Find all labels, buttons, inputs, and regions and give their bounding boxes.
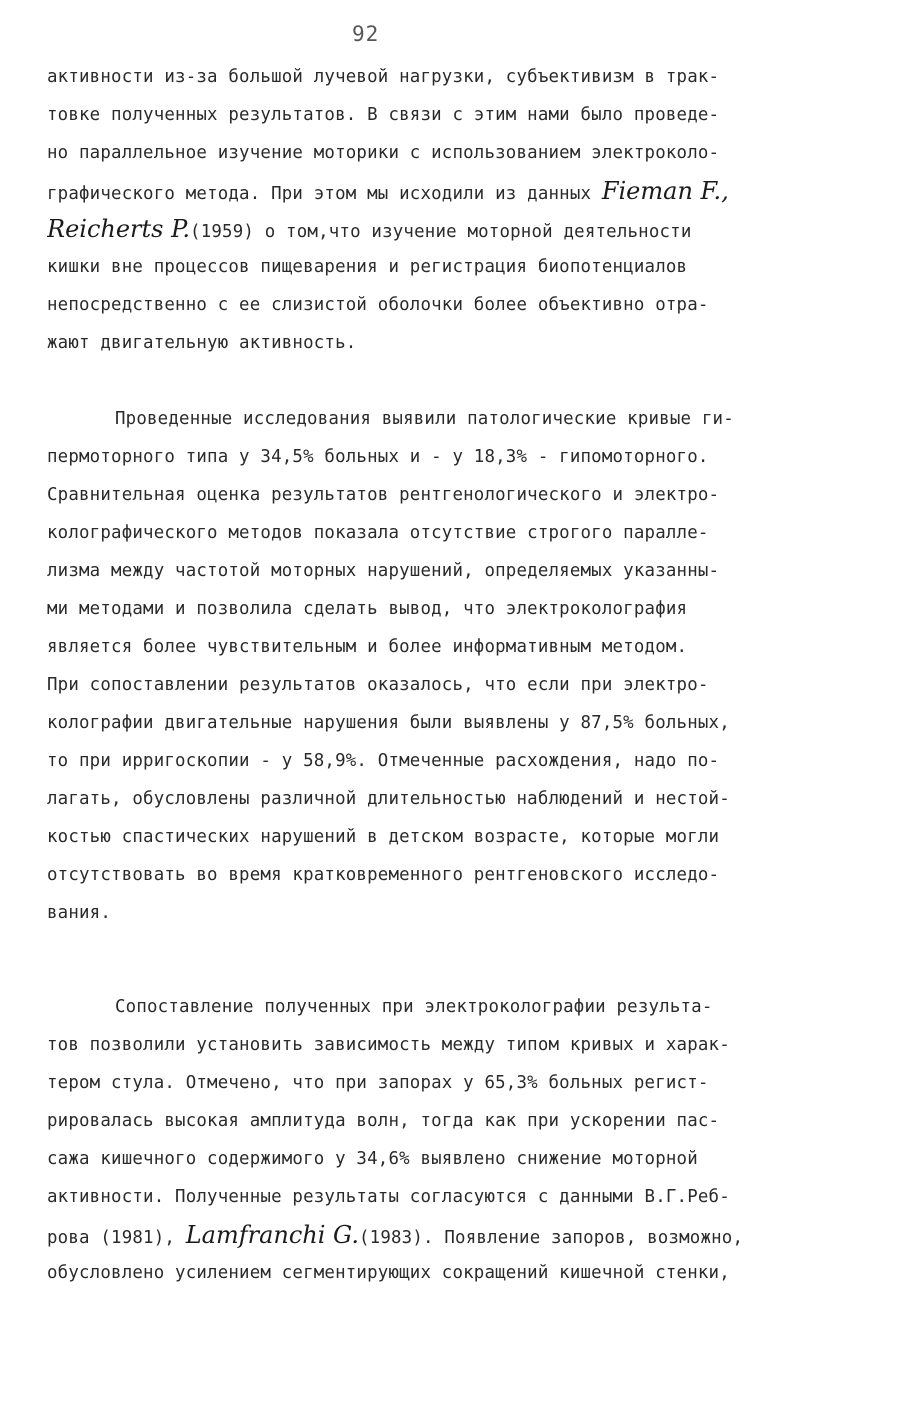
page-number: 92 xyxy=(352,22,380,46)
text-line: но параллельное изучение моторики с использованием электроколо- xyxy=(47,143,720,163)
text-line: кишки вне процессов пищеварения и регистрация биопотенциалов xyxy=(47,257,688,277)
text-line: является более чувствительным и более информативным методом. xyxy=(47,637,688,657)
text-line: тов позволили установить зависимость между типом кривых и харак- xyxy=(47,1035,730,1055)
text-line: жают двигательную активность. xyxy=(47,333,357,353)
text-line: лагать, обусловлены различной длительностью наблюдений и нестой- xyxy=(47,789,730,809)
text-line: активности из-за большой лучевой нагрузки, субъективизм в трак- xyxy=(47,67,720,87)
handwritten-citation: Fieman F., xyxy=(601,177,729,205)
text-line xyxy=(47,172,872,210)
text-line: Сопоставление полученных при электроколографии результа- xyxy=(115,997,713,1017)
text-line: костью спастических нарушений в детском возрасте, которые могли xyxy=(47,827,720,847)
typed-text: графического метода. При этом мы исходили из данных xyxy=(47,184,602,204)
text-line: колографии двигательные нарушения были выявлены у 87,5% больных, xyxy=(47,713,730,733)
text-line: обусловлено усилением сегментирующих сокращений кишечной стенки, xyxy=(47,1263,730,1283)
text-line: пермоторного типа у 34,5% больных и - у 18,3% - гипомоторного. xyxy=(47,447,709,467)
text-line: Проведенные исследования выявили патологические кривые ги- xyxy=(115,409,734,429)
text-line xyxy=(47,210,872,248)
text-line: сажа кишечного содержимого у 34,6% выявлено снижение моторной xyxy=(47,1149,698,1169)
typed-text: (1983). Появление запоров, возможно, xyxy=(359,1228,744,1248)
paragraph-3 xyxy=(47,988,872,1292)
paragraph-2 xyxy=(47,400,872,932)
text-line: рировалась высокая амплитуда волн, тогда как при ускорении пас- xyxy=(47,1111,720,1131)
paragraph-1 xyxy=(47,58,872,362)
typed-text: рова (1981), xyxy=(47,1228,186,1248)
typed-text: (1959) о том,что изучение моторной деятельности xyxy=(190,222,692,242)
text-line: колографического методов показала отсутствие строгого паралле- xyxy=(47,523,709,543)
text-line: вания. xyxy=(47,903,112,923)
text-line: активности. Полученные результаты согласуются с данными В.Г.Реб- xyxy=(47,1187,730,1207)
text-line: лизма между частотой моторных нарушений, определяемых указанны- xyxy=(47,561,720,581)
handwritten-citation: Reicherts P. xyxy=(47,215,191,243)
handwritten-citation: Lamfranchi G. xyxy=(185,1221,359,1249)
text-line: При сопоставлении результатов оказалось, что если при электро- xyxy=(47,675,709,695)
text-line: ми методами и позволила сделать вывод, что электроколография xyxy=(47,599,688,619)
text-line: отсутствовать во время кратковременного рентгеновского исследо- xyxy=(47,865,720,885)
text-line xyxy=(47,1216,872,1254)
text-line: то при ирригоскопии - у 58,9%. Отмеченные расхождения, надо по- xyxy=(47,751,720,771)
text-line: Сравнительная оценка результатов рентгенологического и электро- xyxy=(47,485,720,505)
text-line: товке полученных результатов. В связи с этим нами было проведе- xyxy=(47,105,720,125)
text-line: непосредственно с ее слизистой оболочки более объективно отра- xyxy=(47,295,709,315)
text-line: тером стула. Отмечено, что при запорах у 65,3% больных регист- xyxy=(47,1073,709,1093)
